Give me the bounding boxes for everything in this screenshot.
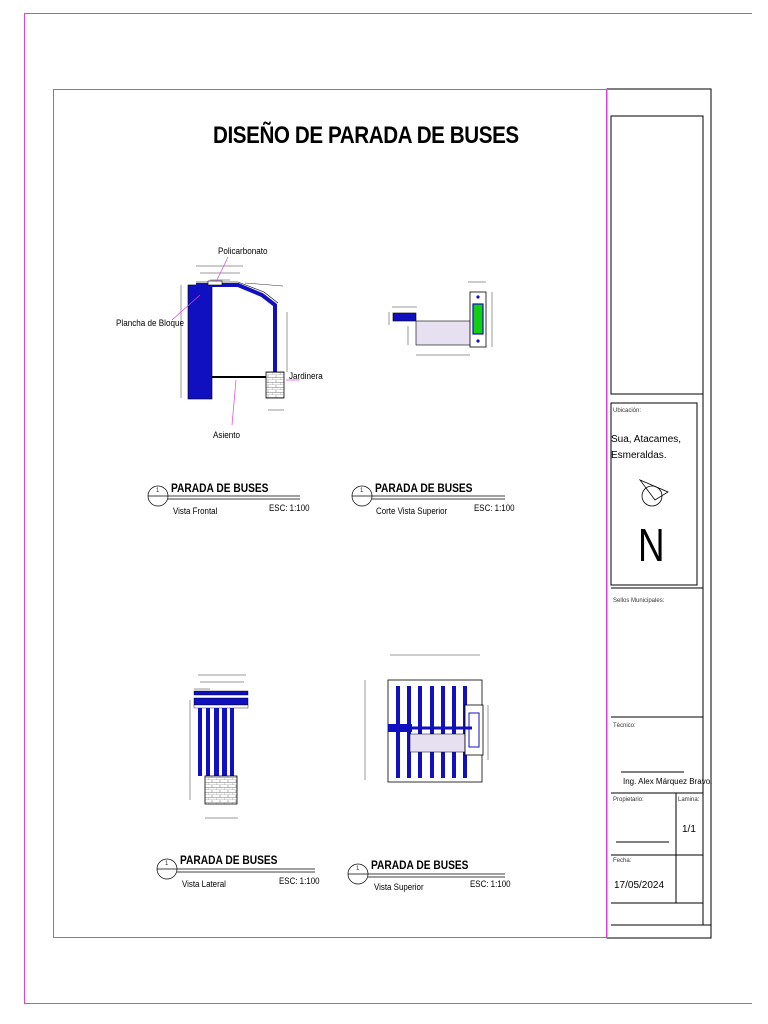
- fecha-label: Fecha:: [613, 858, 632, 864]
- caption-side-scale: ESC: 1:100: [279, 876, 320, 886]
- top-section-drawing: [389, 282, 492, 355]
- propietario-label: Propietario:: [613, 797, 644, 803]
- caption-top-subtitle: Vista Superior: [374, 882, 424, 892]
- lamina-label: Lamina:: [678, 797, 700, 803]
- caption-front-number: 1: [156, 488, 160, 494]
- sellos-label: Sellos Municipales:: [613, 598, 665, 604]
- front-view-drawing: [172, 257, 300, 425]
- caption-section-subtitle: Corte Vista Superior: [376, 506, 448, 516]
- caption-side-subtitle: Vista Lateral: [182, 879, 226, 889]
- ubicacion-label: Ubicación:: [613, 408, 642, 414]
- title-block-frame: [607, 89, 711, 938]
- tecnico-name: Ing. Alex Márquez Bravo.: [623, 777, 713, 786]
- ubicacion-line2: Esmeraldas.: [611, 450, 667, 461]
- caption-top-number: 1: [356, 866, 360, 872]
- caption-front-title: PARADA DE BUSES: [171, 481, 269, 495]
- north-arrow-icon: [640, 480, 668, 506]
- caption-side-number: 1: [165, 861, 169, 867]
- lamina-value: 1/1: [682, 824, 696, 835]
- label-policarbonato: Policarbonato: [218, 246, 268, 256]
- caption-side-title: PARADA DE BUSES: [180, 853, 278, 867]
- fecha-value: 17/05/2024: [614, 880, 665, 891]
- tecnico-label: Técnico:: [613, 723, 636, 729]
- label-plancha-de-bloque: Plancha de Bloque: [116, 318, 185, 328]
- caption-section-title: PARADA DE BUSES: [375, 481, 473, 495]
- ubicacion-line1: Sua, Atacames,: [611, 434, 682, 445]
- label-asiento: Asiento: [213, 430, 241, 440]
- caption-front-scale: ESC: 1:100: [269, 503, 310, 513]
- caption-section-scale: ESC: 1:100: [474, 503, 515, 513]
- sheet-title: DISEÑO DE PARADA DE BUSES: [213, 122, 519, 149]
- caption-top-scale: ESC: 1:100: [470, 879, 511, 889]
- side-view-drawing: [190, 675, 248, 818]
- caption-section-number: 1: [360, 488, 364, 494]
- caption-front-subtitle: Vista Frontal: [173, 506, 218, 516]
- top-view-drawing: [365, 655, 488, 782]
- north-letter: N: [638, 519, 665, 571]
- caption-top-title: PARADA DE BUSES: [371, 858, 469, 872]
- label-jardinera: Jardinera: [289, 371, 323, 381]
